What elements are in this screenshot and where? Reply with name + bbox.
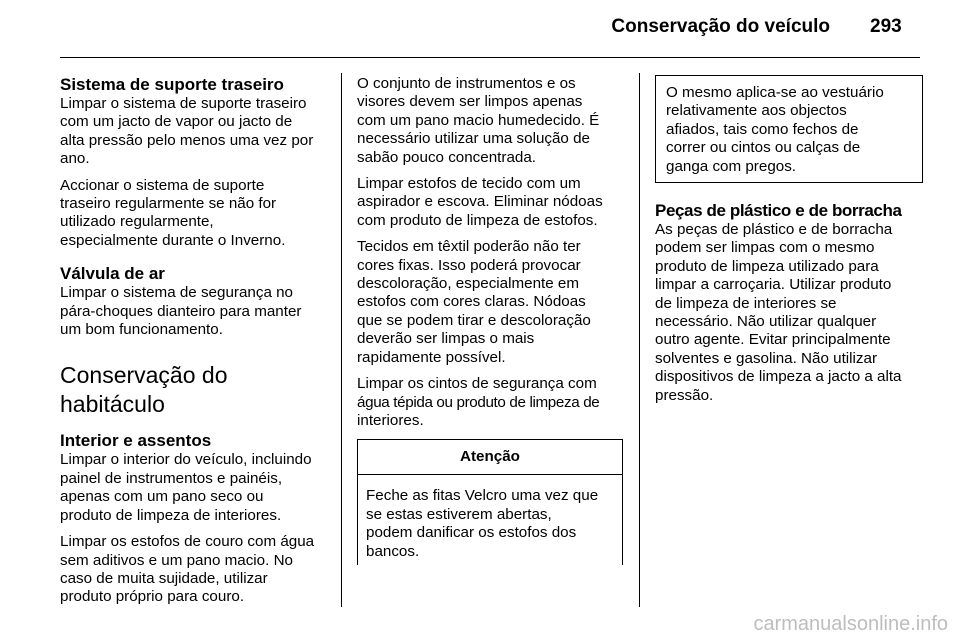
paragraph: Limpar o sistema de segurança no pára-choques dianteiro para manter um bom funcionamento. <box>60 284 302 339</box>
paragraph: Limpar o interior do veículo, incluindo painel de instrumentos e painéis, apenas com um pano seco ou produto de limpeza de interiores. <box>60 451 312 524</box>
column-2 <box>357 75 623 565</box>
paragraph: Tecidos em têxtil poderão não ter cores fixas. Isso poderá provocar descoloração, especialmente em estofos com cores claras. Nódoas que se podem tirar e descoloração deverão ser limpas o mais rapidamente possível. <box>357 238 591 366</box>
section-heading-air-valve: Válvula de ar <box>60 264 165 284</box>
paragraph: Limpar estofos de tecido com um aspirador e escova. Eliminar nódoas com produto de limpeza de estofos. <box>357 175 603 229</box>
watermark-link[interactable]: carmanualsonline.info <box>753 613 948 635</box>
section-heading-rear-support: Sistema de suporte traseiro <box>60 75 284 94</box>
notice-body: Feche as fitas Velcro uma vez que se estas estiverem abertas, podem danificar os estofos dos bancos. <box>366 487 599 560</box>
notice-box-continued: O mesmo aplica-se ao vestuário relativamente aos objectos afiados, tais como fechos de correr ou cintos ou calças de ganga com pregos. <box>655 75 923 182</box>
running-header-title: Conservação do veículo <box>611 16 830 37</box>
paragraph: O conjunto de instrumentos e os visores devem ser limpos apenas com um pano macio humedecido. É necessário utilizar uma solução de sabão pouco concentrada. <box>357 75 600 166</box>
section-heading-plastic-rubber: Peças de plástico e de borracha <box>655 201 902 221</box>
chapter-heading-line1: Conservação do <box>60 362 228 389</box>
paragraph: Limpar os estofos de couro com água sem aditivos e um pano macio. No caso de muita sujidade, utilizar produto próprio para couro. <box>60 533 315 606</box>
paragraph: As peças de plástico e de borracha podem ser limpas com o mesmo produto de limpeza utilizado para limpar a carroçaria. Utilizar produto de limpeza de interiores se necessário. Não utilizar qualquer outro agente. Evitar principalmente solventes e gasolina. Não utilizar dispositivos de limpeza a jacto a alta pressão. <box>655 221 902 404</box>
column-divider-1 <box>341 73 342 607</box>
paragraph: Limpar os cintos de segurança com água tépida ou produto de limpeza de interiores. <box>357 375 600 429</box>
page-number: 293 <box>870 16 902 37</box>
column-1 <box>60 75 328 607</box>
column-3 <box>655 75 923 405</box>
section-heading-interior-seats: Interior e assentos <box>60 431 212 451</box>
paragraph: Accionar o sistema de suporte traseiro regularmente se não for utilizado regularmente, especialmente durante o Inverno. <box>60 176 286 249</box>
notice-title: Atenção <box>358 440 622 475</box>
header-rule <box>60 57 920 58</box>
column-divider-2 <box>639 73 640 607</box>
paragraph: Limpar o sistema de suporte traseiro com um jacto de vapor ou jacto de alta pressão pelo menos uma vez por ano. <box>60 95 314 168</box>
notice-box-attention <box>357 439 623 565</box>
chapter-heading-line2: habitáculo <box>60 391 165 418</box>
